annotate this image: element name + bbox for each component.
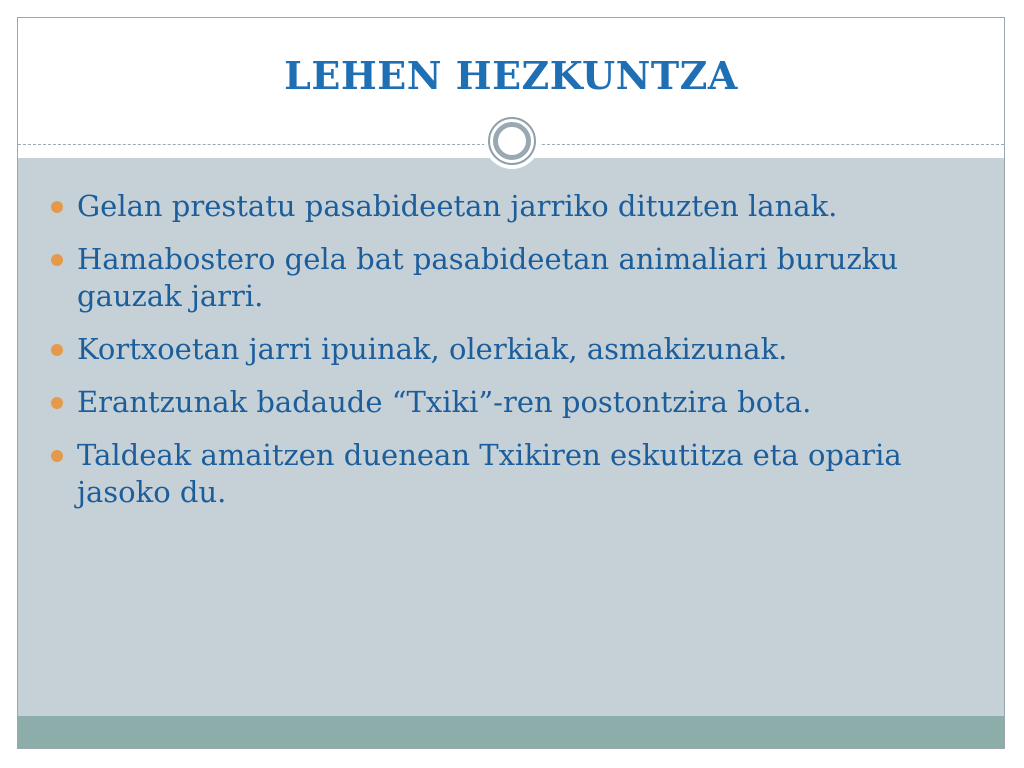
list-item [18, 437, 917, 511]
bullet-dot-icon [51, 201, 63, 213]
bullet-text: Erantzunak badaude “Txiki”-ren postontzira bota. [77, 385, 812, 419]
circle-ornament-inner [493, 122, 531, 160]
footer-band [18, 716, 1004, 748]
bullet-dot-icon [51, 397, 63, 409]
slide-title: LEHEN HEZKUNTZA [284, 53, 738, 98]
bullet-text: Hamabostero gela bat pasabideetan animaliari buruzku gauzak jarri. [77, 242, 898, 313]
list-item [18, 188, 917, 225]
bullet-dot-icon [51, 344, 63, 356]
bullet-text: Taldeak amaitzen duenean Txikiren eskutitza eta oparia jasoko du. [77, 438, 902, 509]
bullet-dot-icon [51, 254, 63, 266]
list-item [18, 241, 917, 315]
bullet-dot-icon [51, 450, 63, 462]
bullet-text: Gelan prestatu pasabideetan jarriko dituzten lanak. [77, 189, 838, 223]
slide [17, 17, 1005, 749]
list-item [18, 384, 917, 421]
bullet-text: Kortxoetan jarri ipuinak, olerkiak, asmakizunak. [77, 332, 788, 366]
bullet-list [18, 188, 1004, 527]
list-item [18, 331, 917, 368]
